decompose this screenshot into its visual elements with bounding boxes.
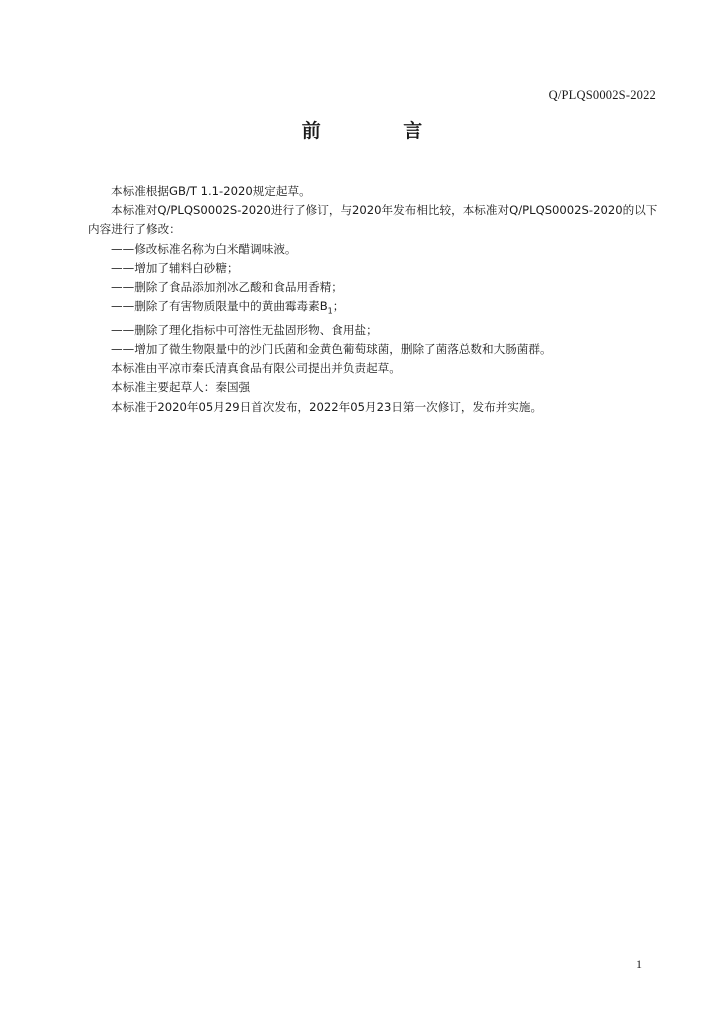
revision-item-4-text: ——删除了有害物质限量中的黄曲霉毒素B (111, 299, 328, 314)
foreword-body (88, 182, 658, 417)
revision-item-4-end: ； (332, 299, 345, 314)
standard-code: Q/PLQS0002S-2022 (548, 88, 656, 102)
revision-item-6: ——增加了微生物限量中的沙门氏菌和金黄色葡萄球菌，删除了菌落总数和大肠菌群。 (111, 341, 552, 356)
page-title: 前 言 (301, 120, 461, 142)
paragraph-release-dates: 本标准于2020年05月29日首次发布，2022年05月23日第一次修订，发布并实施。 (111, 399, 543, 414)
revision-item-3: ——删除了食品添加剂冰乙酸和食品用香精； (111, 280, 343, 295)
revision-item-4-subscript: 1 (327, 306, 333, 316)
paragraph-proposer: 本标准由平凉市秦氏清真食品有限公司提出并负责起草。 (111, 361, 401, 376)
paragraph-revision-line2: 内容进行了修改： (88, 222, 181, 237)
revision-item-2: ——增加了辅料白砂糖； (111, 260, 239, 275)
paragraph-revision-line1: 本标准对Q/PLQS0002S-2020进行了修订，与2020年发布相比较，本标准对Q/PLQS0002S-2020的以下 (111, 203, 658, 218)
revision-item-5: ——删除了理化指标中可溶性无盐固形物、食用盐； (111, 322, 378, 337)
paragraph-drafting-basis: 本标准根据GB/T 1.1-2020规定起草。 (111, 184, 311, 198)
revision-item-4 (88, 297, 658, 321)
page-number: 1 (636, 957, 642, 971)
revision-item-1: ——修改标准名称为白米醋调味液。 (111, 241, 297, 256)
paragraph-drafters: 本标准主要起草人：秦国强 (111, 380, 251, 395)
